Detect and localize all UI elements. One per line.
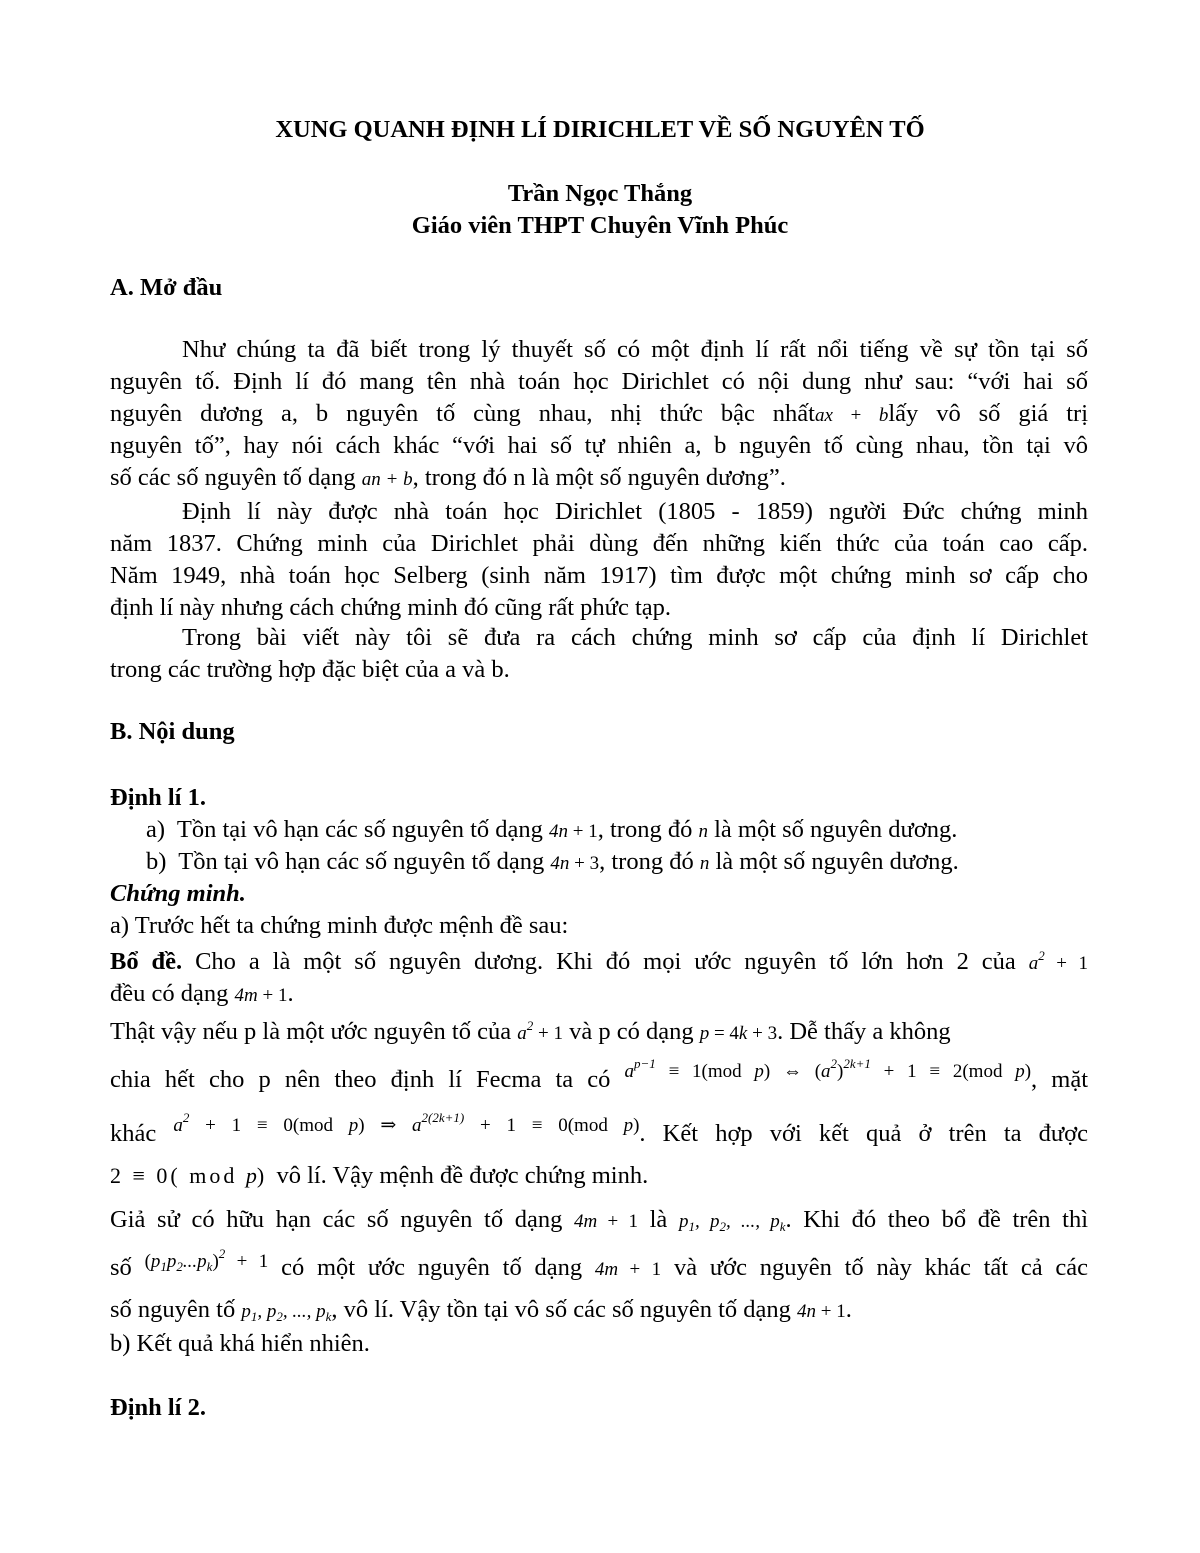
section-a-heading: A. Mở đầu: [110, 274, 223, 301]
proof-line-3: chia hết cho p nên theo định lí Fecma ta có $^{a^{p-1} \equiv 1(mod p) \Leftrightarrow (a^2)^{2k+1} + 1 \equiv 2(mod p)}$, mặt: [110, 1056, 1089, 1093]
proof-line-6: Giả sử có hữu hạn các số nguyên tố dạng 4m + 1 là $p_1$, $p_2$, ..., $p_k$. Khi đó theo bổ đề trên thì: [110, 1206, 1089, 1234]
intro-line-3: nguyên dương a, b nguyên tố cùng nhau, nhị thức bậc nhấtax + blấy vô số giá trị: [110, 400, 1089, 427]
intro-line-7: năm 1837. Chứng minh của Dirichlet phải dùng đến những kiến thức của toán cao cấp.: [110, 530, 1088, 557]
intro-line-1: Như chúng ta đã biết trong lý thuyết số có một định lí rất nổi tiếng về sự tồn tại số: [182, 336, 1088, 363]
proof-line-9: b) Kết quả khá hiển nhiên.: [110, 1330, 370, 1357]
intro-line-10: Trong bài viết này tôi sẽ đưa ra cách chứng minh sơ cấp của định lí Dirichlet: [182, 624, 1088, 651]
theorem-2-heading: Định lí 2.: [110, 1394, 206, 1421]
theorem-1-item-a: a) Tồn tại vô hạn các số nguyên tố dạng 4n + 1, trong đó n là một số nguyên dương.: [146, 816, 958, 843]
section-b-heading: B. Nội dung: [110, 718, 235, 745]
intro-line-2: nguyên tố. Định lí đó mang tên nhà toán học Dirichlet có nội dung như sau: “với hai số: [110, 368, 1088, 395]
proof-line-7: số $^{(p_1p_2...p_k)^2 + 1}$ có một ước nguyên tố dạng 4m + 1 và ước nguyên tố này khác tất cả các: [110, 1246, 1089, 1281]
theorem-1-heading: Định lí 1.: [110, 784, 206, 811]
intro-line-6: Định lí này được nhà toán học Dirichlet (1805 - 1859) người Đức chứng minh: [182, 498, 1088, 525]
document-title: XUNG QUANH ĐỊNH LÍ DIRICHLET VỀ SỐ NGUYÊN TỐ: [275, 116, 925, 143]
intro-line-4: nguyên tố”, hay nói cách khác “với hai số tự nhiên a, b nguyên tố cùng nhau, tồn tại vô: [110, 432, 1088, 459]
proof-line-2: Thật vậy nếu p là một ước nguyên tố của $a^2 + 1$ và p có dạng p = 4k + 3. Dễ thấy a không: [110, 1018, 951, 1045]
intro-line-11: trong các trường hợp đặc biệt của a và b.: [110, 656, 510, 683]
proof-heading: Chứng minh.: [110, 880, 246, 907]
proof-line-8: số nguyên tố $p_1$, $p_2$, ..., $p_k$, vô lí. Vậy tồn tại vô số các số nguyên tố dạng 4n + 1.: [110, 1296, 852, 1324]
intro-line-5: số các số nguyên tố dạng an + b, trong đó n là một số nguyên dương”.: [110, 464, 786, 491]
proof-line-1: a) Trước hết ta chứng minh được mệnh đề sau:: [110, 912, 569, 939]
lemma-line-2: đều có dạng 4m + 1.: [110, 980, 294, 1007]
proof-line-5: 2 ≡ 0( mod p) vô lí. Vậy mệnh đề được chứng minh.: [110, 1162, 649, 1189]
proof-line-4: khác $^{a^2 + 1 \equiv 0(mod p) \Rightarrow a^{2(2k+1)} + 1 \equiv 0(mod p)}$. Kết hợp với kết quả ở trên ta được: [110, 1110, 1089, 1147]
lemma-line: Bổ đề. Cho a là một số nguyên dương. Khi đó mọi ước nguyên tố lớn hơn 2 của $a^2 + 1$: [110, 948, 1089, 975]
author-affiliation: Giáo viên THPT Chuyên Vĩnh Phúc: [411, 212, 789, 239]
intro-line-8: Năm 1949, nhà toán học Selberg (sinh năm 1917) tìm được một chứng minh sơ cấp cho: [110, 562, 1088, 589]
intro-line-9: định lí này nhưng cách chứng minh đó cũng rất phức tạp.: [110, 594, 672, 621]
theorem-1-item-b: b) Tồn tại vô hạn các số nguyên tố dạng 4n + 3, trong đó n là một số nguyên dương.: [146, 848, 959, 875]
author-name: Trần Ngọc Thắng: [507, 180, 693, 207]
